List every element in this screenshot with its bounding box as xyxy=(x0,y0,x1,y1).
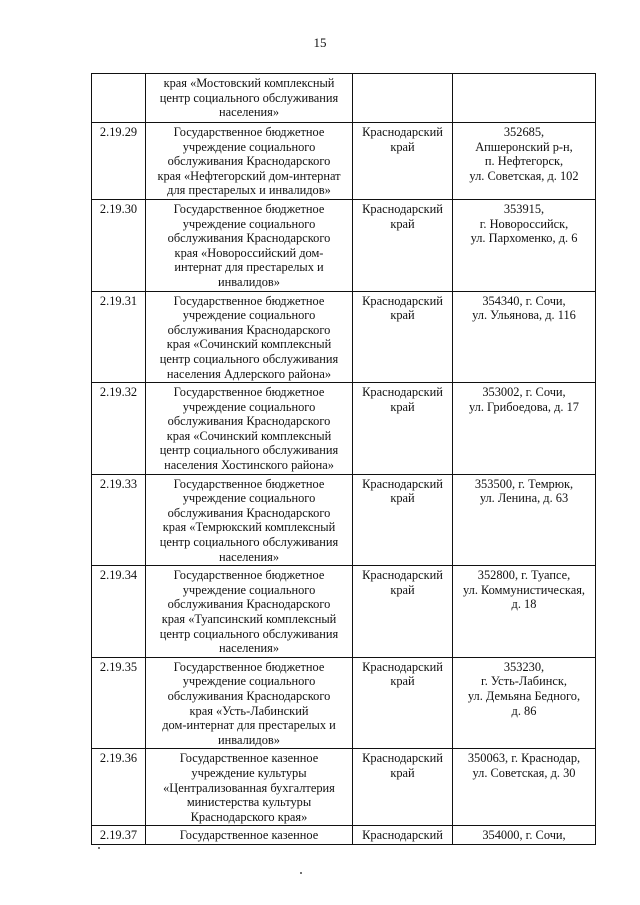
region xyxy=(353,749,453,826)
institution-name-line: учреждение социального xyxy=(182,491,316,506)
institution-name xyxy=(146,749,353,826)
region xyxy=(353,383,453,475)
institution-name-line: Государственное бюджетное xyxy=(173,476,325,491)
institution-name-line: обслуживания Краснодарского xyxy=(167,688,331,703)
institution-name-line: Государственное бюджетное xyxy=(173,659,325,674)
institution-name-line: края «Усть-Лабинский xyxy=(189,703,309,718)
address-line: ул. Грибоедова, д. 17 xyxy=(469,399,579,414)
address-line: ул. Ленина, д. 63 xyxy=(479,491,569,506)
table-row xyxy=(92,566,596,658)
institution-name-line: интернат для престарелых и xyxy=(174,260,324,275)
institution-name-line: инвалидов» xyxy=(218,274,280,289)
row-number: 2.19.30 xyxy=(92,199,146,291)
institution-name-line: края «Сочинский комплексный xyxy=(166,337,332,352)
institution-name-line: обслуживания Краснодарского xyxy=(167,231,331,246)
address-line: 350063, г. Краснодар, xyxy=(467,751,581,766)
institution-name xyxy=(146,74,353,123)
address-line: ул. Коммунистическая, xyxy=(463,582,585,597)
scan-speck xyxy=(98,847,100,849)
table-row xyxy=(92,826,596,845)
address xyxy=(453,291,596,383)
region xyxy=(353,826,453,845)
region xyxy=(353,291,453,383)
address xyxy=(453,383,596,475)
table-row xyxy=(92,749,596,826)
row-number: 2.19.32 xyxy=(92,383,146,475)
region xyxy=(353,566,453,658)
address-line: 352800, г. Туапсе, xyxy=(477,568,571,583)
institution-name-line: учреждение социального xyxy=(182,582,316,597)
region xyxy=(353,74,453,123)
row-number: 2.19.35 xyxy=(92,657,146,749)
address xyxy=(453,566,596,658)
institution-name-line: центр социального обслуживания xyxy=(159,535,339,550)
table-row xyxy=(92,74,596,123)
institution-name-line: учреждение социального xyxy=(182,139,316,154)
region xyxy=(353,657,453,749)
address xyxy=(453,199,596,291)
region-line: край xyxy=(390,216,415,231)
institution-name-line: министерства культуры xyxy=(186,795,312,810)
region-line: край xyxy=(390,399,415,414)
scan-speck xyxy=(300,872,302,874)
region xyxy=(353,199,453,291)
institution-name-line: учреждение социального xyxy=(182,674,316,689)
region-line: край xyxy=(390,582,415,597)
region xyxy=(353,123,453,200)
institution-name-line: Государственное бюджетное xyxy=(173,201,325,216)
institution-name-line: края «Сочинский комплексный xyxy=(166,428,332,443)
institution-name-line: дом-интернат для престарелых и xyxy=(162,718,336,733)
institution-name-line: центр социального обслуживания xyxy=(159,351,339,366)
address xyxy=(453,826,596,845)
institution-name-line: Государственное бюджетное xyxy=(173,125,325,139)
region-line: Краснодарский xyxy=(362,568,443,583)
institution-name-line: населения Хостинского района» xyxy=(164,458,334,473)
table-row xyxy=(92,657,596,749)
table-row xyxy=(92,199,596,291)
institution-name xyxy=(146,383,353,475)
address xyxy=(453,123,596,200)
institution-name xyxy=(146,199,353,291)
address xyxy=(453,749,596,826)
institution-name-line: обслуживания Краснодарского xyxy=(167,505,331,520)
address-line: ул. Советская, д. 30 xyxy=(472,765,576,780)
institution-name-line: населения Адлерского района» xyxy=(166,366,332,381)
address-line: Апшеронский р-н, xyxy=(475,139,573,154)
institution-name-line: населения» xyxy=(218,549,280,564)
address-line: 354000, г. Сочи, xyxy=(482,828,566,843)
institution-name-line: обслуживания Краснодарского xyxy=(167,597,331,612)
institution-name xyxy=(146,123,353,200)
institution-name-line: Государственное казенное xyxy=(179,751,319,766)
institution-name-line: центр социального обслуживания xyxy=(159,626,339,641)
institution-name-line: Государственное бюджетное xyxy=(173,293,325,308)
address-line: ул. Ульянова, д. 116 xyxy=(472,308,576,323)
region-line: край xyxy=(390,491,415,506)
institution-name-line: населения» xyxy=(218,641,280,656)
row-number: 2.19.34 xyxy=(92,566,146,658)
institution-name-line: края «Нефтегорский дом-интернат xyxy=(157,168,341,183)
institution-name-line: учреждение социального xyxy=(182,308,316,323)
table-row xyxy=(92,291,596,383)
institution-name-line: края «Темрюкский комплексный xyxy=(162,520,336,535)
row-number: 2.19.37 xyxy=(92,826,146,845)
institution-name-line: обслуживания Краснодарского xyxy=(167,154,331,169)
page-number: 15 xyxy=(313,35,327,50)
institution-name-line: учреждение культуры xyxy=(191,765,307,780)
institution-name-line: края «Новороссийский дом- xyxy=(174,245,324,260)
institution-name-line: учреждение социального xyxy=(182,399,316,414)
region-line: Краснодарский xyxy=(362,125,443,139)
region-line: Краснодарский xyxy=(362,476,443,491)
institution-name-line: Государственное бюджетное xyxy=(173,385,325,400)
institution-name-line: Государственное казенное xyxy=(179,828,319,843)
institution-name-line: для престарелых и инвалидов» xyxy=(167,183,331,198)
institution-name-line: края «Туапсинский комплексный xyxy=(161,612,337,626)
address-line: 353915, xyxy=(503,201,545,216)
institution-name-line: обслуживания Краснодарского xyxy=(167,322,331,337)
institution-name xyxy=(146,657,353,749)
institution-name-line: Краснодарского края» xyxy=(190,809,308,824)
table-row xyxy=(92,123,596,200)
row-number xyxy=(92,74,146,123)
row-number: 2.19.36 xyxy=(92,749,146,826)
address xyxy=(453,474,596,566)
institution-name xyxy=(146,566,353,658)
region-line: Краснодарский xyxy=(362,293,443,308)
address-line: д. 18 xyxy=(511,597,537,612)
row-number: 2.19.33 xyxy=(92,474,146,566)
address-line: ул. Пархоменко, д. 6 xyxy=(470,231,578,246)
table-row xyxy=(92,474,596,566)
institution-name-line: края «Мостовский комплексный xyxy=(163,76,335,90)
address-line: п. Нефтегорск, xyxy=(484,154,564,169)
address-line: г. Усть-Лабинск, xyxy=(481,674,567,689)
region-line: край xyxy=(390,674,415,689)
institution-name-line: Государственное бюджетное xyxy=(173,568,325,583)
region-line: Краснодарский xyxy=(362,828,443,843)
institution-name-line: учреждение социального xyxy=(182,216,316,231)
institution-name-line: центр социального обслуживания xyxy=(159,90,339,105)
address-line: ул. Демьяна Бедного, xyxy=(467,688,581,703)
row-number: 2.19.29 xyxy=(92,123,146,200)
institution-name-line: населения» xyxy=(218,105,280,120)
institution-name-line: «Централизованная бухгалтерия xyxy=(163,780,335,795)
address-line: 353230, xyxy=(503,659,545,674)
region-line: край xyxy=(390,308,415,323)
region-line: край xyxy=(390,139,415,154)
address-line: 354340, г. Сочи, xyxy=(482,293,566,308)
institution-name xyxy=(146,826,353,845)
institution-name xyxy=(146,474,353,566)
region-line: Краснодарский xyxy=(362,385,443,400)
region-line: край xyxy=(390,765,415,780)
region-line: Краснодарский xyxy=(362,659,443,674)
region xyxy=(353,474,453,566)
address xyxy=(453,74,596,123)
address-line: ул. Советская, д. 102 xyxy=(469,168,579,183)
region-line: Краснодарский xyxy=(362,751,443,766)
address-line: д. 86 xyxy=(511,703,537,718)
address-line: 353002, г. Сочи, xyxy=(482,385,566,400)
row-number: 2.19.31 xyxy=(92,291,146,383)
institution-name-line: центр социального обслуживания xyxy=(159,443,339,458)
institution-name-line: инвалидов» xyxy=(218,732,280,747)
address-line: 352685, xyxy=(503,125,545,139)
address xyxy=(453,657,596,749)
table-row xyxy=(92,383,596,475)
address-line: 353500, г. Темрюк, xyxy=(474,476,574,491)
institution-name-line: обслуживания Краснодарского xyxy=(167,414,331,429)
institution-name xyxy=(146,291,353,383)
institutions-table xyxy=(91,73,596,845)
address-line: г. Новороссийск, xyxy=(479,216,569,231)
region-line: Краснодарский xyxy=(362,201,443,216)
